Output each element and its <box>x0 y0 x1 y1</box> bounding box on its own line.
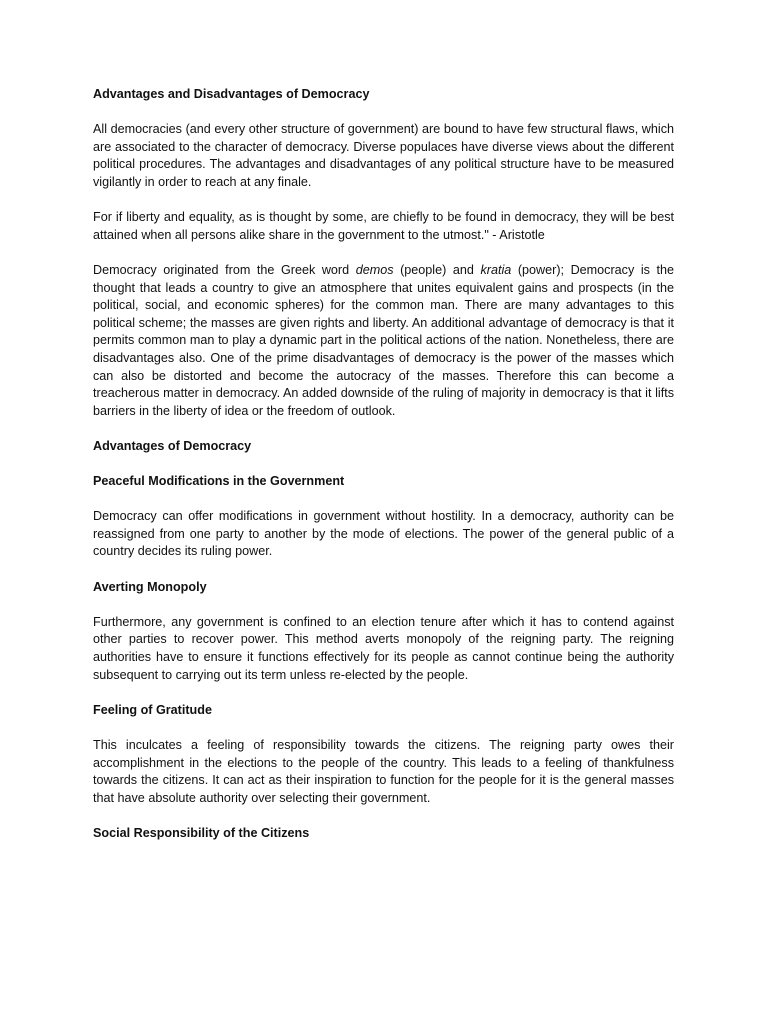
section-body-averting-monopoly: Furthermore, any government is confined to an election tenure after which it has to contend against other parties to recover power. This method averts monopoly of the reigning party. The reigning authorities have to ensure it functions effectively for its people as cannot continue being the authority subsequent to carrying out its term unless re-elected by the people. <box>93 614 674 682</box>
section-heading-feeling-of-gratitude: Feeling of Gratitude <box>93 702 212 717</box>
document-title: Advantages and Disadvantages of Democracy <box>93 87 370 101</box>
origin-text-2: (people) and <box>393 262 481 277</box>
section-heading-averting-monopoly: Averting Monopoly <box>93 579 207 594</box>
origin-paragraph <box>93 262 674 420</box>
origin-text-3: (power); Democracy is the thought that leads a country to give an atmosphere that unites equivalent gains and prospects (in the political, social, and economic spheres) for the common man. There are many advantages to this political scheme; the masses are given rights and liberty. An additional advantage of democracy is that it permits common man to play a dynamic part in the political actions of the nation. Nonetheless, there are disadvantages also. One of the prime disadvantages of democracy is the power of the masses which can also be distorted and become the autocracy of the masses. Therefore this can become a treacherous matter in democracy. An added downside of the ruling of majority in democracy is that it lifts barriers in the liberty of idea or the freedom of outlook. <box>93 262 675 418</box>
section-heading-social-responsibility: Social Responsibility of the Citizens <box>93 825 310 840</box>
intro-paragraph: All democracies (and every other structure of government) are bound to have few structural flaws, which are associated to the character of democracy. Diverse populaces have diverse views about the different political procedures. The advantages and disadvantages of any political structure have to be measured vigilantly in order to reach at any finale. <box>93 122 674 189</box>
advantages-heading: Advantages of Democracy <box>93 438 252 453</box>
greek-term-demos: demos <box>355 262 394 277</box>
section-heading-peaceful-modifications: Peaceful Modifications in the Government <box>93 474 345 489</box>
section-body-feeling-of-gratitude: This inculcates a feeling of responsibility towards the citizens. The reigning party owes their accomplishment in the elections to the people of the country. This leads to a feeling of thankfulness towards the citizens. It can act as their inspiration to function for the people for it is the general masses that have absolute authority over selecting their government. <box>93 737 674 805</box>
origin-text-1: Democracy originated from the Greek word <box>93 262 356 277</box>
section-body-peaceful-modifications: Democracy can offer modifications in government without hostility. In a democracy, authority can be reassigned from one party to another by the mode of elections. The power of the general public of a country decides its ruling power. <box>93 509 674 559</box>
document-page <box>93 86 674 860</box>
aristotle-quote: For if liberty and equality, as is thought by some, are chiefly to be found in democracy, they will be best attained when all persons alike share in the government to the utmost." - Aristotle <box>93 210 674 242</box>
greek-term-kratia: kratia <box>480 262 512 277</box>
